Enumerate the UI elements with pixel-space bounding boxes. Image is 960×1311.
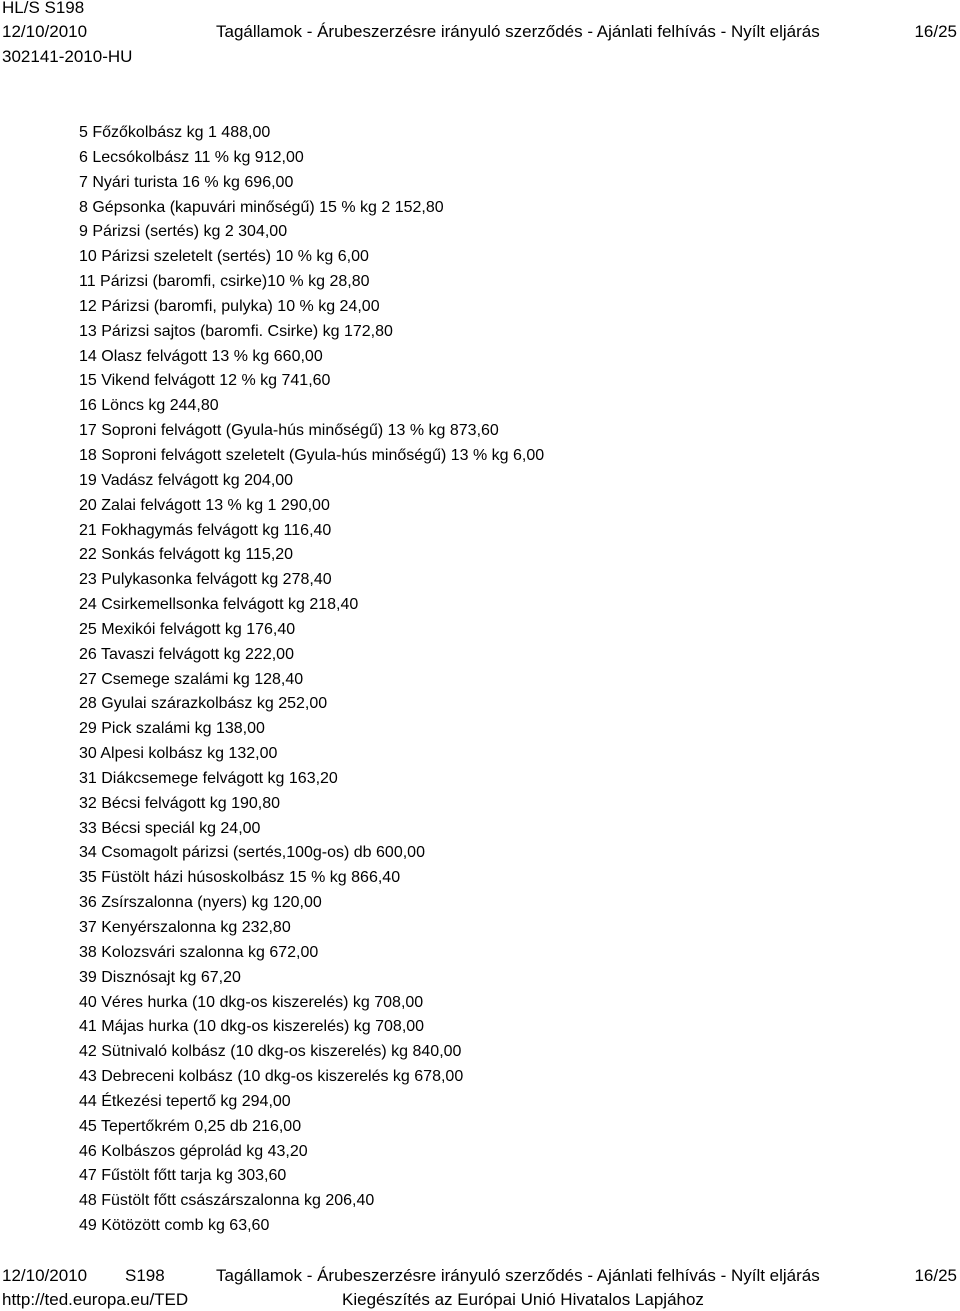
list-item: 26 Tavaszi felvágott kg 222,00	[79, 645, 294, 663]
list-item: 19 Vadász felvágott kg 204,00	[79, 471, 294, 489]
list-item: 49 Kötözött comb kg 63,60	[79, 1217, 270, 1235]
list-item: 46 Kolbászos géprolád kg 43,20	[79, 1142, 308, 1160]
list-item: 18 Soproni felvágott szeletelt (Gyula-hús minőségű) 13 % kg 6,00	[79, 446, 545, 464]
list-item: 33 Bécsi speciál kg 24,00	[79, 819, 261, 837]
list-item: 40 Véres hurka (10 dkg-os kiszerelés) kg 708,00	[79, 993, 424, 1011]
list-item: 39 Disznósajt kg 67,20	[79, 968, 241, 986]
list-item: 7 Nyári turista 16 % kg 696,00	[79, 173, 294, 191]
list-item: 44 Étkezési tepertő kg 294,00	[79, 1092, 291, 1110]
list-item: 36 Zsírszalonna (nyers) kg 120,00	[79, 894, 322, 912]
list-item: 11 Párizsi (baromfi, csirke)10 % kg 28,80	[79, 273, 370, 291]
list-item: 41 Májas hurka (10 dkg-os kiszerelés) kg 708,00	[79, 1018, 425, 1036]
list-item: 10 Párizsi szeletelt (sertés) 10 % kg 6,00	[79, 248, 369, 266]
header-page-number: 16/25	[914, 22, 957, 41]
list-item: 21 Fokhagymás felvágott kg 116,40	[79, 521, 332, 539]
header-title: Tagállamok - Árubeszerzésre irányuló szerződés - Ajánlati felhívás - Nyílt eljárás	[216, 22, 820, 41]
list-item: 29 Pick szalámi kg 138,00	[79, 720, 265, 738]
list-item: 45 Tepertőkrém 0,25 db 216,00	[79, 1117, 302, 1135]
list-item: 28 Gyulai szárazkolbász kg 252,00	[79, 695, 328, 713]
footer-page-number: 16/25	[914, 1266, 957, 1285]
list-item: 15 Vikend felvágott 12 % kg 741,60	[79, 372, 331, 390]
list-item: 47 Fűstölt főtt tarja kg 303,60	[79, 1167, 287, 1185]
list-item: 13 Párizsi sajtos (baromfi. Csirke) kg 172,80	[79, 322, 393, 340]
list-item: 42 Sütnivaló kolbász (10 dkg-os kiszerelés) kg 840,00	[79, 1043, 462, 1061]
header-notice-id: 302141-2010-HU	[2, 47, 133, 66]
footer-supplement: Kiegészítés az Európai Unió Hivatalos Lapjához	[342, 1290, 704, 1309]
list-item: 31 Diákcsemege felvágott kg 163,20	[79, 769, 338, 787]
list-item: 23 Pulykasonka felvágott kg 278,40	[79, 571, 332, 589]
header-date: 12/10/2010	[2, 22, 88, 41]
list-item: 20 Zalai felvágott 13 % kg 1 290,00	[79, 496, 330, 514]
footer-title: Tagállamok - Árubeszerzésre irányuló szerződés - Ajánlati felhívás - Nyílt eljárás	[216, 1266, 820, 1285]
list-item: 14 Olasz felvágott 13 % kg 660,00	[79, 347, 323, 365]
list-item: 22 Sonkás felvágott kg 115,20	[79, 546, 294, 564]
list-item: 32 Bécsi felvágott kg 190,80	[79, 794, 281, 812]
list-item: 16 Löncs kg 244,80	[79, 397, 219, 415]
footer-url[interactable]: http://ted.europa.eu/TED	[2, 1290, 189, 1309]
list-item: 6 Lecsókolbász 11 % kg 912,00	[79, 148, 304, 166]
list-item: 12 Párizsi (baromfi, pulyka) 10 % kg 24,00	[79, 297, 380, 315]
lot-item-list	[79, 121, 939, 1239]
list-item: 34 Csomagolt párizsi (sertés,100g-os) db 600,00	[79, 844, 425, 862]
list-item: 9 Párizsi (sertés) kg 2 304,00	[79, 223, 288, 241]
list-item: 8 Gépsonka (kapuvári minőségű) 15 % kg 2 152,80	[79, 198, 444, 216]
footer-series: S198	[125, 1266, 165, 1285]
header-series: HL/S S198	[2, 0, 85, 17]
list-item: 27 Csemege szalámi kg 128,40	[79, 670, 304, 688]
list-item: 17 Soproni felvágott (Gyula-hús minőségű) 13 % kg 873,60	[79, 422, 499, 440]
list-item: 37 Kenyérszalonna kg 232,80	[79, 919, 291, 936]
list-item: 43 Debreceni kolbász (10 dkg-os kiszerelés kg 678,00	[79, 1068, 464, 1086]
footer-date: 12/10/2010	[2, 1266, 88, 1285]
list-item: 30 Alpesi kolbász kg 132,00	[79, 745, 278, 763]
list-item: 35 Füstölt házi húsoskolbász 15 % kg 866,40	[79, 869, 401, 887]
list-item: 24 Csirkemellsonka felvágott kg 218,40	[79, 596, 359, 614]
list-item: 5 Főzőkolbász kg 1 488,00	[79, 124, 271, 141]
list-item: 25 Mexikói felvágott kg 176,40	[79, 620, 296, 638]
list-item: 48 Füstölt főtt császárszalonna kg 206,40	[79, 1192, 375, 1210]
list-item: 38 Kolozsvári szalonna kg 672,00	[79, 943, 319, 961]
